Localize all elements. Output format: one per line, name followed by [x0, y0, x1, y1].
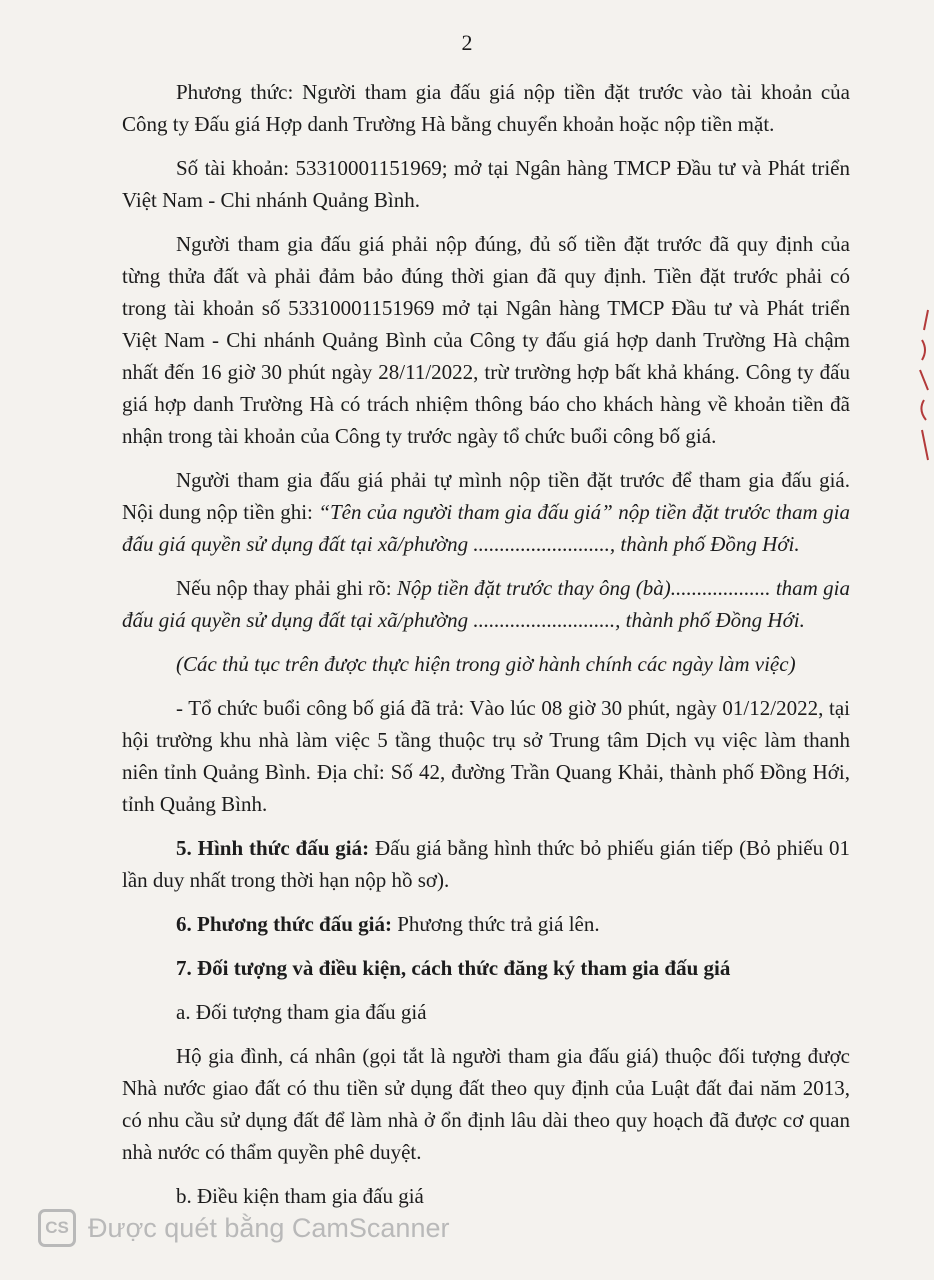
- account-number-paragraph: Số tài khoản: 53310001151969; mở tại Ngân hàng TMCP Đầu tư và Phát triển Việt Nam - Chi nhánh Quảng Bình.: [122, 156, 850, 212]
- payment-method-paragraph: Phương thức: Người tham gia đấu giá nộp tiền đặt trước vào tài khoản của Công ty Đấu giá Hợp danh Trường Hà bằng chuyển khoản hoặc nộp tiền mặt.: [122, 80, 850, 136]
- auction-form-text: Đấu giá bằng hình thức bỏ phiếu gián tiếp (Bỏ phiếu 01 lần duy nhất trong thời hạn nộp hồ sơ).: [122, 836, 850, 892]
- page-number: 2: [461, 30, 473, 55]
- auction-method-text: Phương thức trả giá lên.: [391, 912, 600, 936]
- subsection-a-heading: a. Đối tượng tham gia đấu giá: [176, 1000, 427, 1024]
- auction-method-paragraph: [122, 908, 850, 940]
- proxy-payment-italic: Nộp tiền đặt trước thay ông (bà)................... tham gia đấu giá quyền sử dụng đất tại xã/phường ..........................., thành phố Đồng Hới.: [122, 576, 850, 632]
- section-7-heading: [122, 952, 850, 984]
- deposit-requirement-paragraph: Người tham gia đấu giá phải nộp đúng, đủ số tiền đặt trước đã quy định của từng thửa đất và phải đảm bảo đúng thời gian đã quy định. Tiền đặt trước phải có trong tài khoản số 53310001151969 mở tại Ngân hàng TMCP Đầu tư và Phát triển Việt Nam - Chi nhánh Quảng Bình của Công ty đấu giá hợp danh Trường Hà chậm nhất đến 16 giờ 30 phút ngày 28/11/2022, trừ trường hợp bất khả kháng. Công ty đấu giá hợp danh Trường Hà có trách nhiệm thông báo cho khách hàng về khoản tiền đã nhận trong tài khoản của Công ty trước ngày tổ chức buổi công bố giá.: [122, 232, 850, 448]
- section-7-title: 7. Đối tượng và điều kiện, cách thức đăng ký tham gia đấu giá: [176, 956, 731, 980]
- payment-content-paragraph: [122, 464, 850, 560]
- stamp-edge-mark: [914, 300, 932, 470]
- proxy-payment-text: Nếu nộp thay phải ghi rõ:: [176, 576, 397, 600]
- auction-form-heading: 5. Hình thức đấu giá:: [176, 836, 370, 860]
- camscanner-watermark-text: Được quét bằng CamScanner: [88, 1212, 450, 1243]
- auction-form-paragraph: [122, 832, 850, 896]
- document-body: [122, 76, 850, 1224]
- camscanner-logo-icon: CS: [38, 1209, 76, 1247]
- office-hours-note: (Các thủ tục trên được thực hiện trong giờ hành chính các ngày làm việc): [176, 652, 796, 676]
- camscanner-watermark: [38, 1208, 449, 1248]
- proxy-payment-paragraph: [122, 572, 850, 636]
- eligible-participants-paragraph: Hộ gia đình, cá nhân (gọi tắt là người tham gia đấu giá) thuộc đối tượng được Nhà nước giao đất có thu tiền sử dụng đất theo quy định của Luật đất đai năm 2013, có nhu cầu sử dụng đất để làm nhà ở ổn định lâu dài theo quy hoạch đã được cơ quan nhà nước có thẩm quyền phê duyệt.: [122, 1044, 850, 1164]
- auction-method-heading: 6. Phương thức đấu giá:: [176, 912, 392, 936]
- price-announcement-paragraph: - Tổ chức buổi công bố giá đã trả: Vào lúc 08 giờ 30 phút, ngày 01/12/2022, tại hội trường khu nhà làm việc 5 tầng thuộc trụ sở Trung tâm Dịch vụ việc làm thanh niên tỉnh Quảng Bình. Địa chỉ: Số 42, đường Trần Quang Khải, thành phố Đồng Hới, tỉnh Quảng Bình.: [122, 696, 850, 816]
- payment-content-italic: “Tên của người tham gia đấu giá” nộp tiền đặt trước tham gia đấu giá quyền sử dụng đất tại xã/phường .........................., thành phố Đồng Hới.: [122, 500, 850, 556]
- subsection-b-heading: b. Điều kiện tham gia đấu giá: [176, 1184, 424, 1208]
- payment-content-text: Người tham gia đấu giá phải tự mình nộp tiền đặt trước để tham gia đấu giá. Nội dung nộp tiền ghi:: [122, 468, 850, 524]
